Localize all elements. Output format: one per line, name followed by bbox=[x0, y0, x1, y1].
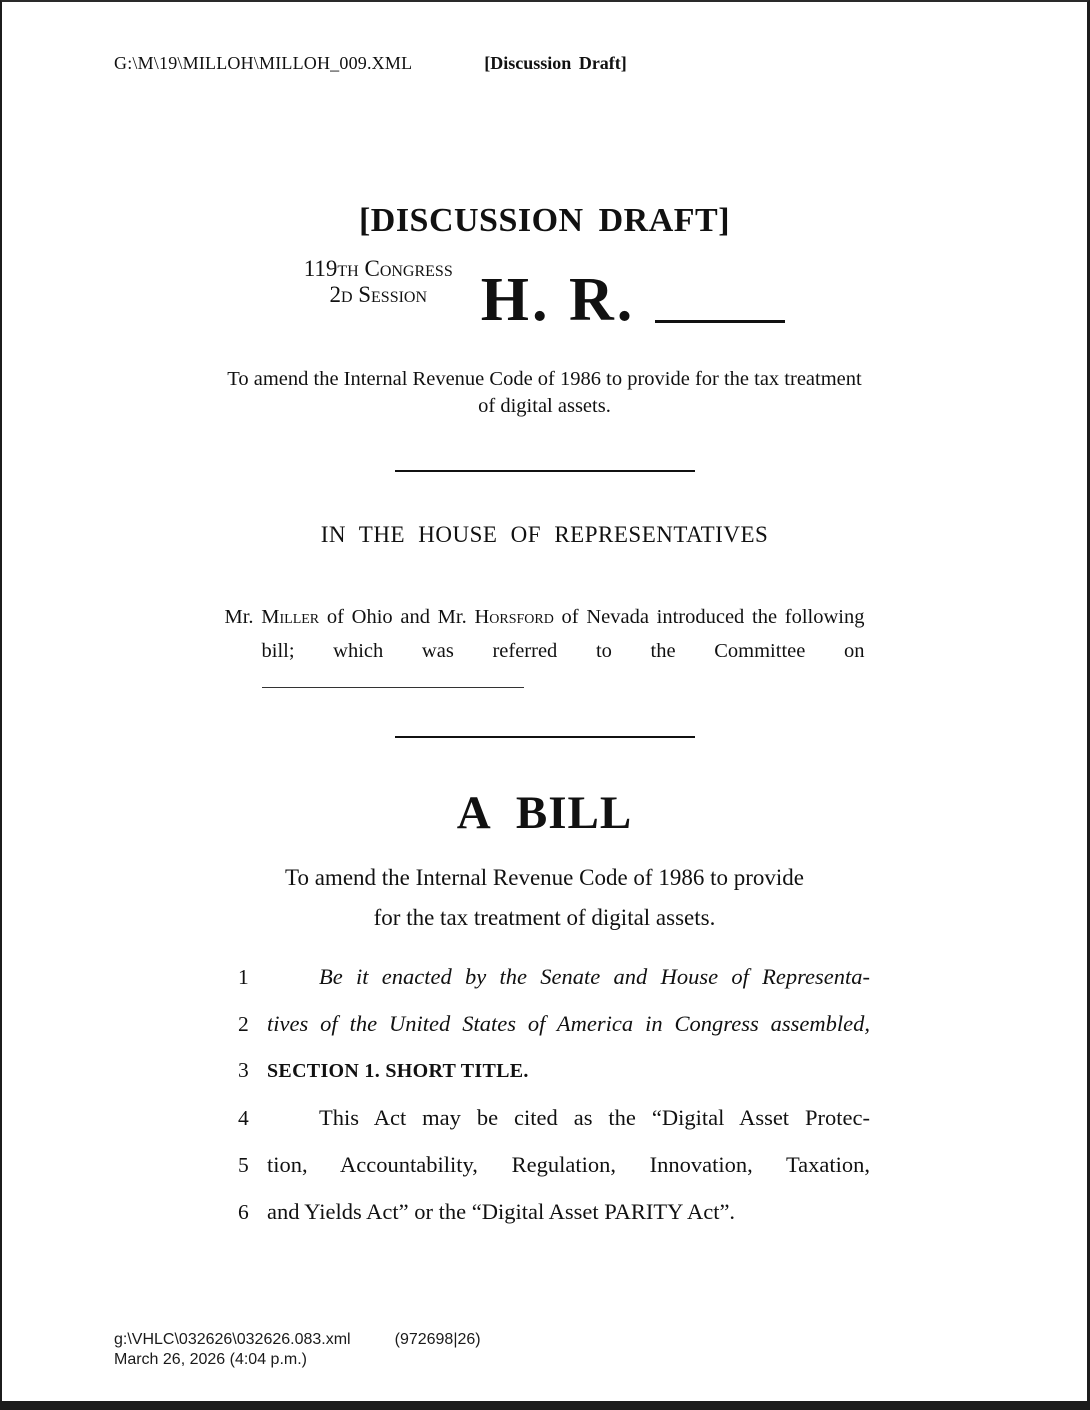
footer-doc-id: (972698|26) bbox=[394, 1331, 481, 1348]
line-number: 2 bbox=[238, 1012, 249, 1036]
bill-line bbox=[238, 1197, 870, 1227]
congress-session-block bbox=[304, 256, 453, 308]
sponsor-middle: of Ohio and Mr. bbox=[319, 606, 475, 628]
line-text: SECTION 1. SHORT TITLE. bbox=[267, 1060, 529, 1082]
bill-line bbox=[238, 1056, 870, 1086]
congress-label: 119th Congress bbox=[303, 256, 453, 281]
header-file-path: G:\M\19\MILLOH\MILLOH_009.XML bbox=[114, 53, 413, 73]
line-text: tion, Accountability, Regulation, Innovation, Taxation, bbox=[267, 1152, 870, 1177]
discussion-draft-banner: [DISCUSSION DRAFT] bbox=[358, 202, 731, 239]
line-number: 1 bbox=[238, 965, 249, 989]
official-purpose bbox=[2, 366, 1087, 420]
header-draft-label: [Discussion Draft] bbox=[484, 53, 627, 73]
line-number: 6 bbox=[238, 1200, 249, 1224]
document-footer bbox=[114, 1330, 481, 1370]
bill-line bbox=[238, 962, 870, 992]
line-number: 3 bbox=[238, 1058, 249, 1082]
a-bill-heading: A BILL bbox=[456, 787, 633, 839]
bill-line bbox=[238, 1150, 870, 1180]
bill-number-blank bbox=[655, 320, 785, 323]
line-number: 5 bbox=[238, 1153, 249, 1177]
sponsor-line-1 bbox=[225, 606, 865, 629]
footer-line-1 bbox=[114, 1330, 481, 1350]
sponsor-name-1: Miller bbox=[261, 606, 320, 628]
document-header bbox=[114, 53, 1087, 74]
separator-rule-top bbox=[395, 470, 695, 472]
bill-purpose-line-2: for the tax treatment of digital assets. bbox=[373, 905, 716, 930]
bill-number-row bbox=[2, 256, 1087, 336]
sponsor-paragraph bbox=[225, 606, 865, 688]
line-text: tives of the United States of America in Congress assembled, bbox=[267, 1011, 870, 1036]
line-text: and Yields Act” or the “Digital Asset PARITY Act”. bbox=[267, 1199, 736, 1224]
bill-purpose bbox=[2, 858, 1087, 938]
bill-purpose-line-1: To amend the Internal Revenue Code of 1986 to provide bbox=[285, 865, 804, 890]
purpose-line-1: To amend the Internal Revenue Code of 1986 to provide for the tax treatment bbox=[227, 368, 862, 390]
sponsor-suffix: of Nevada introduced the following bbox=[553, 606, 865, 628]
sponsor-name-2: Horsford bbox=[474, 606, 554, 628]
page-bottom-edge bbox=[2, 1401, 1087, 1410]
footer-file-path: g:\VHLC\032626\032626.083.xml bbox=[114, 1331, 351, 1348]
session-label: 2d Session bbox=[329, 282, 428, 307]
line-text: Be it enacted by the Senate and House of Representa- bbox=[319, 964, 870, 989]
footer-timestamp: March 26, 2026 (4:04 p.m.) bbox=[114, 1351, 307, 1368]
line-text: This Act may be cited as the “Digital Asset Protec- bbox=[319, 1105, 870, 1130]
committee-name-blank bbox=[262, 687, 524, 688]
bill-type-label: H. R. bbox=[480, 266, 636, 334]
sponsor-line-2: bill; which was referred to the Committee on bbox=[261, 640, 865, 662]
separator-rule-middle bbox=[395, 736, 695, 738]
chamber-heading: IN THE HOUSE OF REPRESENTATIVES bbox=[320, 522, 769, 547]
bill-line bbox=[238, 1009, 870, 1039]
bill-body bbox=[238, 962, 870, 1227]
line-number: 4 bbox=[238, 1106, 249, 1130]
bill-line bbox=[238, 1103, 870, 1133]
sponsor-prefix: Mr. bbox=[224, 606, 262, 628]
purpose-line-2: of digital assets. bbox=[478, 395, 611, 417]
